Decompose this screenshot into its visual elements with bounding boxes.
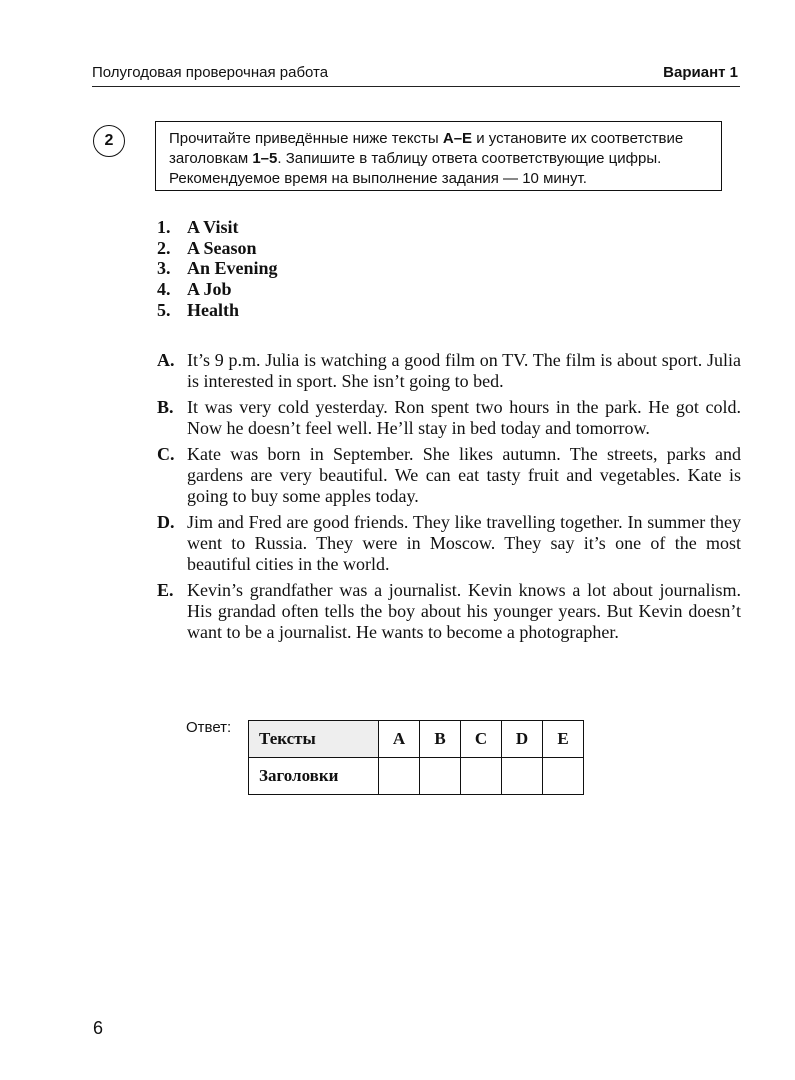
page-number: 6 (93, 1018, 104, 1038)
text-letter: C. (157, 444, 175, 464)
header-title: Полугодовая проверочная работа (92, 64, 329, 81)
text-body: Jim and Fred are good friends. They like travelling together. In summer they went to Russia. They were in Moscow. They say it’s one of the most beautiful cities in the world. (187, 512, 741, 574)
instruction-text-3: . Запишите в таблицу ответа соответствующие цифры. Рекомендуемое время на выполнение задания — 10 минут. (169, 150, 662, 187)
instruction-range-headings: 1–5 (252, 150, 278, 167)
heading-text: Health (187, 299, 239, 320)
texts-list (157, 350, 741, 648)
heading-item (157, 217, 278, 238)
text-body: Kate was born in September. She likes autumn. The streets, parks and gardens are very beautiful. We can eat tasty fruit and vegetables. Kate is going to buy some apples today. (187, 444, 741, 506)
header-variant: Вариант 1 (663, 64, 738, 81)
task-number-badge: 2 (93, 125, 125, 157)
answer-letter-b: B (420, 721, 461, 758)
instruction-text-1: Прочитайте приведённые ниже тексты (169, 130, 443, 147)
answer-cell-e[interactable] (543, 758, 584, 795)
answer-header-texts: Тексты (249, 721, 379, 758)
instruction-range-texts: А–Е (442, 130, 473, 147)
text-body: It was very cold yesterday. Ron spent two hours in the park. He got cold. Now he doesn’t feel well. He’ll stay in bed today and tomorrow. (187, 397, 741, 438)
answer-letter-d: D (502, 721, 543, 758)
text-body: Kevin’s grandfather was a journalist. Kevin knows a lot about journalism. His grandad often tells the boy about his younger years. But Kevin doesn’t want to be a journalist. He wants to become a photographer. (187, 580, 741, 642)
text-item-d (157, 512, 741, 575)
text-letter: B. (157, 397, 174, 417)
answer-letter-a: A (379, 721, 420, 758)
heading-number: 2. (157, 237, 171, 258)
heading-number: 3. (157, 258, 171, 279)
heading-text: A Visit (187, 217, 239, 237)
answer-letter-c: C (461, 721, 502, 758)
answer-row-headings (249, 758, 584, 795)
text-item-a (157, 350, 741, 392)
heading-number: 5. (157, 299, 171, 320)
heading-number: 1. (157, 217, 171, 237)
answer-header-headings: Заголовки (249, 758, 379, 795)
answer-cell-a[interactable] (379, 758, 420, 795)
heading-item (157, 238, 278, 259)
heading-text: An Evening (187, 258, 278, 279)
page-header (92, 60, 740, 87)
headings-list (157, 217, 278, 320)
answer-letter-e: E (543, 721, 584, 758)
heading-item (157, 258, 278, 279)
instruction-text-2: и установите их соответствие заголовкам (169, 130, 684, 167)
answer-table (248, 720, 584, 795)
text-letter: A. (157, 350, 175, 370)
answer-cell-d[interactable] (502, 758, 543, 795)
text-body: It’s 9 p.m. Julia is watching a good film on TV. The film is about sport. Julia is interested in sport. She isn’t going to bed. (187, 350, 741, 391)
heading-item (157, 300, 278, 321)
text-item-c (157, 444, 741, 507)
answer-cell-c[interactable] (461, 758, 502, 795)
task-instruction-box (155, 121, 722, 191)
text-letter: D. (157, 512, 175, 532)
text-letter: E. (157, 580, 174, 600)
heading-number: 4. (157, 279, 171, 300)
answer-row-texts (249, 721, 584, 758)
text-item-e (157, 580, 741, 643)
heading-item (157, 279, 278, 300)
heading-text: A Season (187, 237, 257, 258)
text-item-b (157, 397, 741, 439)
answer-label: Ответ: (186, 719, 232, 736)
heading-text: A Job (187, 279, 232, 300)
answer-cell-b[interactable] (420, 758, 461, 795)
